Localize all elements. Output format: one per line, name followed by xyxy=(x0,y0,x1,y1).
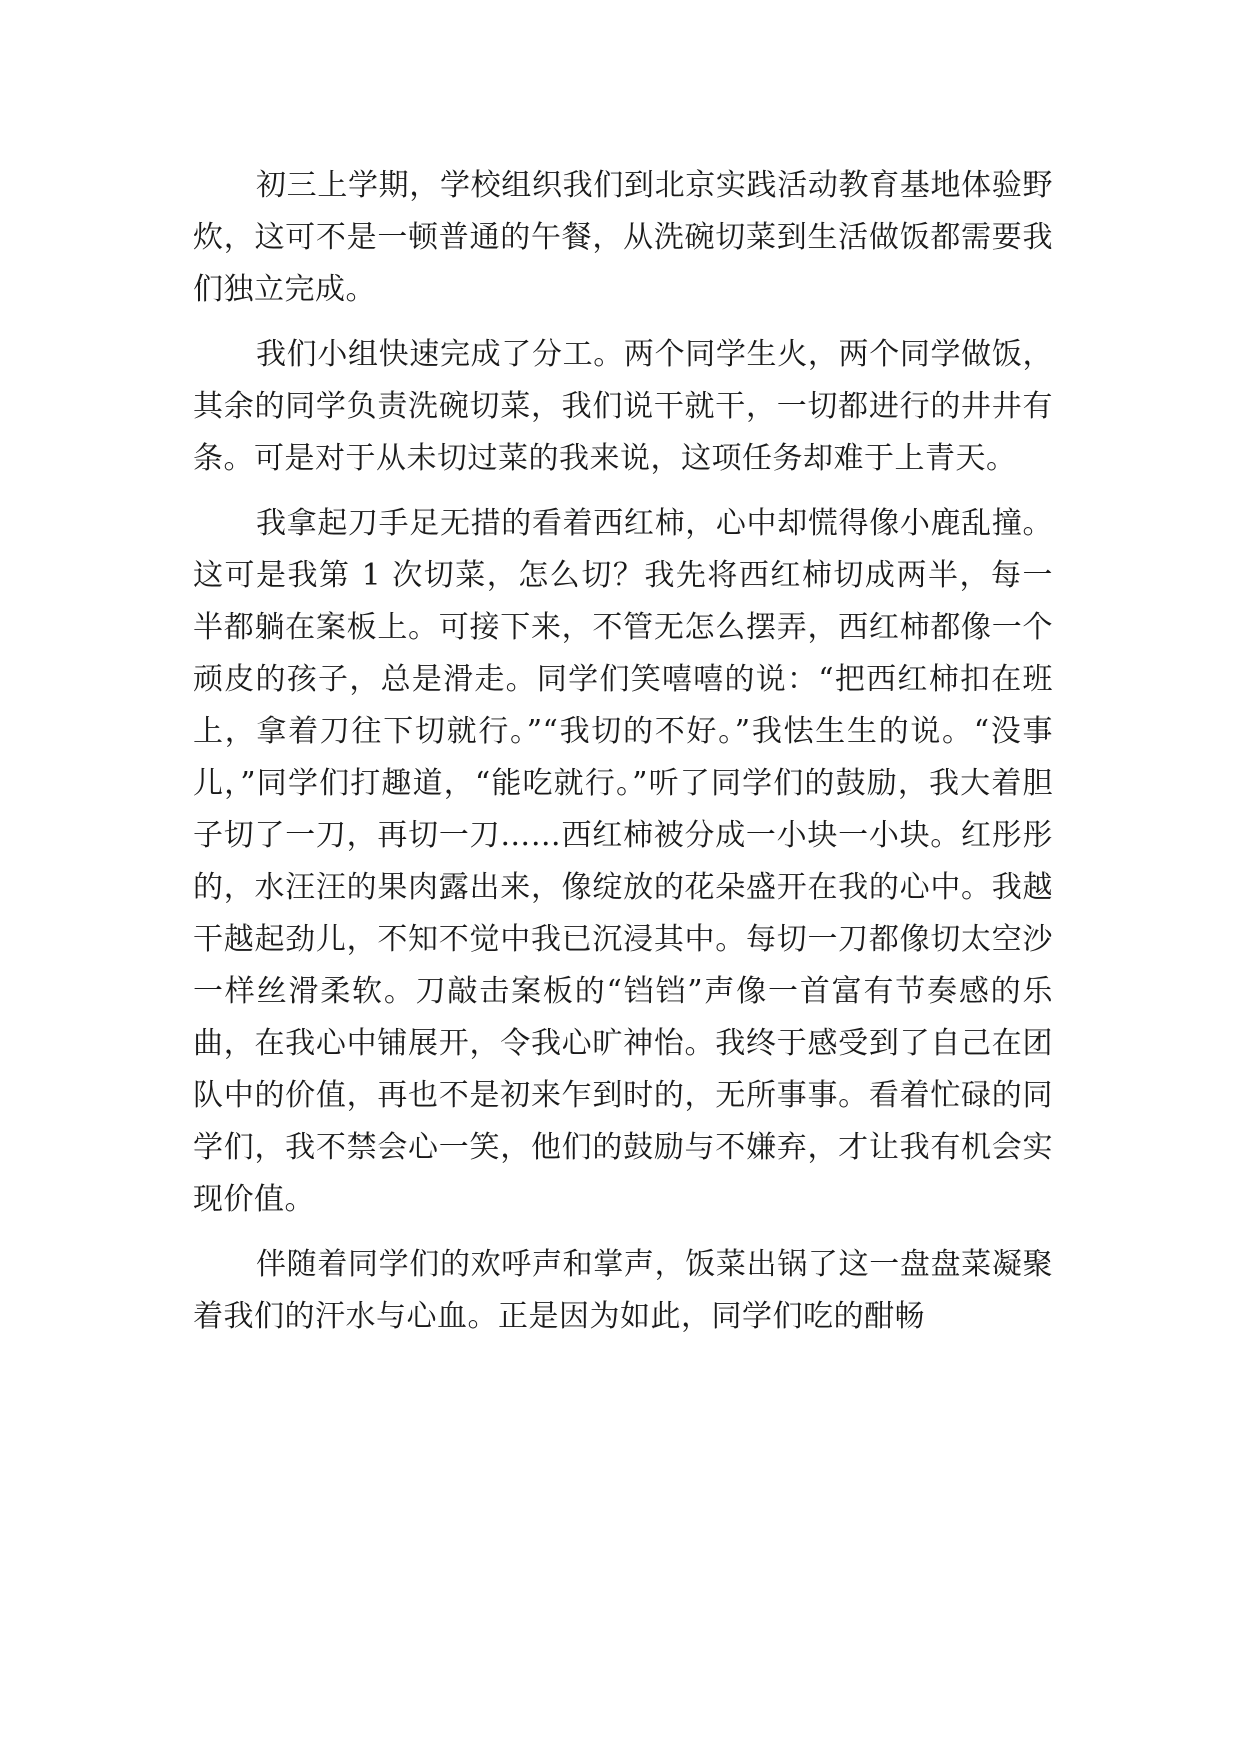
paragraph-3: 我拿起刀手足无措的看着西红柿，心中却慌得像小鹿乱撞。这可是我第 1 次切菜，怎么切？我先将西红柿切成两半，每一半都躺在案板上。可接下来，不管无怎么摆弄，西红柿都像一个顽皮的孩子，总是滑走。同学们笑嘻嘻的说：“把西红柿扣在班上，拿着刀往下切就行。”“我切的不好。”我怯生生的说。“没事儿，”同学们打趣道，“能吃就行。”听了同学们的鼓励，我大着胆子切了一刀，再切一刀……西红柿被分成一小块一小块。红彤彤的，水汪汪的果肉露出来，像绽放的花朵盛开在我的心中。我越干越起劲儿，不知不觉中我已沉浸其中。每切一刀都像切太空沙一样丝滑柔软。刀敲击案板的“铛铛”声像一首富有节奏感的乐曲，在我心中铺展开，令我心旷神怡。我终于感受到了自己在团队中的价值，再也不是初来乍到时的，无所事事。看着忙碌的同学们，我不禁会心一笑，他们的鼓励与不嫌弃，才让我有机会实现价值。 xyxy=(193,506,1053,1217)
document-body xyxy=(193,160,1053,1343)
paragraph-1: 初三上学期，学校组织我们到北京实践活动教育基地体验野炊，这可不是一顿普通的午餐，从洗碗切菜到生活做饭都需要我们独立完成。 xyxy=(193,168,1053,307)
paragraph-2: 我们小组快速完成了分工。两个同学生火，两个同学做饭，其余的同学负责洗碗切菜，我们说干就干，一切都进行的井井有条。可是对于从未切过菜的我来说，这项任务却难于上青天。 xyxy=(193,337,1053,476)
paragraph-4: 伴随着同学们的欢呼声和掌声，饭菜出锅了这一盘盘菜凝聚着我们的汗水与心血。正是因为如此，同学们吃的酣畅 xyxy=(193,1247,1053,1334)
